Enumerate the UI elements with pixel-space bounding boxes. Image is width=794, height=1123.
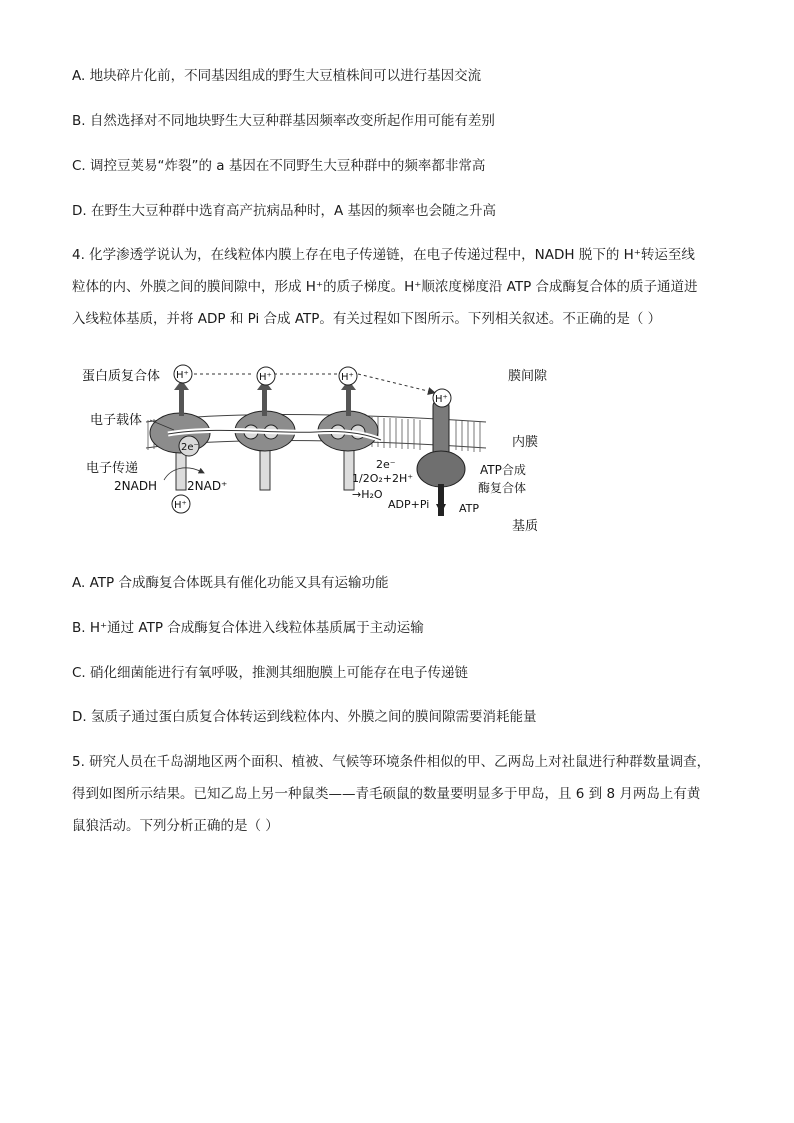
q3-option-d: D. 在野生大豆种群中选育高产抗病品种时，A 基因的频率也会随之升高 <box>72 203 497 219</box>
label-oxygen-reaction: 1/2O₂+2H⁺ <box>352 472 414 485</box>
q4-option-c: C. 硝化细菌能进行有氧呼吸，推测其细胞膜上可能存在电子传递链 <box>72 665 469 681</box>
q4-option-b: B. H⁺通过 ATP 合成酶复合体进入线粒体基质属于主动运输 <box>72 620 424 636</box>
proton-label: H⁺ <box>174 500 187 511</box>
label-atp-synthase-2: 酶复合体 <box>478 481 527 495</box>
label-nad: 2NAD⁺ <box>187 479 228 493</box>
proton-label: H⁺ <box>341 372 354 383</box>
q5-stem-line-1: 5. 研究人员在千岛湖地区两个面积、植被、气候等环境条件相似的甲、乙两岛上对社鼠进行种群数量调查， <box>72 754 711 770</box>
label-electron-transfer: 电子传递 <box>86 461 139 476</box>
q4-option-d: D. 氢质子通过蛋白质复合体转运到线粒体内、外膜之间的膜间隙需要消耗能量 <box>72 709 537 725</box>
proton-label: H⁺ <box>176 370 189 381</box>
label-atp-synthase-1: ATP合成 <box>480 463 526 477</box>
q3-option-c: C. 调控豆荚易“炸裂”的 a 基因在不同野生大豆种群中的频率都非常高 <box>72 158 486 174</box>
mitochondria-etc-diagram <box>76 356 556 536</box>
label-inner-membrane: 内膜 <box>512 435 539 450</box>
label-nadh: 2NADH <box>114 479 158 493</box>
q4-stem-line-1: 4. 化学渗透学说认为，在线粒体内膜上存在电子传递链，在电子传递过程中，NADH 脱下的 H⁺转运至线 <box>72 247 695 263</box>
label-matrix: 基质 <box>512 519 539 534</box>
label-electron-carrier: 电子载体 <box>90 413 143 428</box>
q3-option-a: A. 地块碎片化前，不同基因组成的野生大豆植株间可以进行基因交流 <box>72 68 482 84</box>
q5-stem-line-2: 得到如图所示结果。已知乙岛上另一种鼠类——青毛硕鼠的数量要明显多于甲岛，且 6 到 8 月两岛上有黄 <box>72 786 701 802</box>
proton-label: H⁺ <box>259 372 272 383</box>
q3-option-b: B. 自然选择对不同地块野生大豆种群基因频率改变所起作用可能有差别 <box>72 113 495 129</box>
q4-option-a: A. ATP 合成酶复合体既具有催化功能又具有运输功能 <box>72 575 389 591</box>
proton-label: H⁺ <box>435 394 448 405</box>
q4-stem-line-2: 粒体的内、外膜之间的膜间隙中，形成 H⁺的质子梯度。H⁺顺浓度梯度沿 ATP 合成酶复合体的质子通道进 <box>72 279 698 295</box>
label-adp-pi: ADP+Pi <box>388 498 430 511</box>
label-intermembrane-space: 膜间隙 <box>508 369 548 384</box>
two-e-label-1: 2e⁻ <box>181 442 199 453</box>
label-two-e-2: 2e⁻ <box>376 458 396 471</box>
q5-stem-line-3: 鼠狼活动。下列分析正确的是（ ） <box>72 818 279 834</box>
label-protein-complex: 蛋白质复合体 <box>82 369 161 384</box>
q4-stem-line-3: 入线粒体基质，并将 ADP 和 Pi 合成 ATP。有关过程如下图所示。下列相关叙述。不正确的是（ ） <box>72 311 662 327</box>
label-water: →H₂O <box>352 488 383 501</box>
label-atp: ATP <box>459 502 480 515</box>
